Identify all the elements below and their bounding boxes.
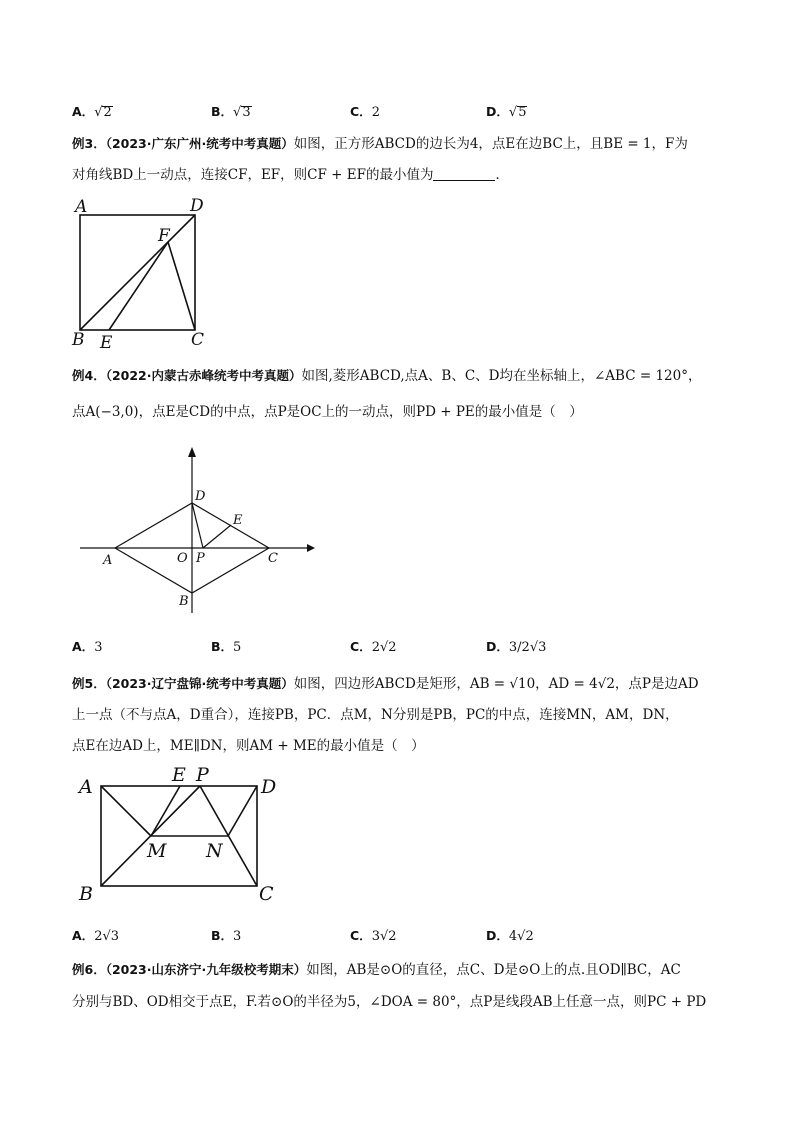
segment-cf xyxy=(168,242,195,330)
ex5-line-2: 上一点（不与点A，D重合），连接PB，PC．点M，N分别是PB，PC的中点，连接MN，AM，DN， xyxy=(72,707,679,723)
label-e: E xyxy=(100,333,113,353)
label-m: M xyxy=(147,840,167,862)
ex4-option-d[interactable]: D．3/2√3 xyxy=(486,639,547,655)
ex5-option-d[interactable]: D．4√2 xyxy=(486,928,534,944)
x-axis-arrow xyxy=(307,544,315,552)
label-e: E xyxy=(233,513,243,528)
label-n: N xyxy=(206,840,223,862)
ex3-line-1: 例3．（2023·广东广州·统考中考真题）如图，正方形ABCD的边长为4，点E在边BC上，且BE = 1，F为 xyxy=(72,136,688,152)
ex4-figure xyxy=(75,445,325,615)
label-f: F xyxy=(158,226,170,246)
ex2-option-c[interactable]: C．2 xyxy=(350,104,380,120)
ex5-option-a[interactable]: A．2√3 xyxy=(72,928,120,944)
ex2-option-d[interactable]: D．√5 xyxy=(486,104,527,120)
label-c: C xyxy=(259,883,274,905)
segment-ef xyxy=(109,242,168,330)
ex4-option-c[interactable]: C．2√2 xyxy=(350,639,397,655)
ex5-line-3: 点E在边AD上，ME∥DN，则AM + ME的最小值是（ ） xyxy=(72,738,425,754)
ex5-option-c[interactable]: C．3√2 xyxy=(350,928,397,944)
ex4-option-b[interactable]: B．5 xyxy=(211,639,242,655)
label-p: P xyxy=(196,551,205,566)
label-d: D xyxy=(195,489,206,504)
segment-pd xyxy=(192,503,203,548)
label-o: O xyxy=(177,551,188,566)
segment-dn xyxy=(228,786,257,836)
label-d: D xyxy=(261,776,277,798)
ex3-figure xyxy=(70,195,210,353)
ex4-line-1: 例4．（2022·内蒙古赤峰统考中考真题）如图,菱形ABCD,点A、B、C、D均在坐标轴上，∠ABC = 120°， xyxy=(72,368,702,384)
label-e: E xyxy=(172,764,186,786)
ex5-line-1: 例5．（2023·辽宁盘锦·统考中考真题）如图，四边形ABCD是矩形，AB = √10，AD = 4√2，点P是边AD xyxy=(72,676,699,692)
label-d: D xyxy=(190,196,204,216)
ex3-line-2: 对角线BD上一动点，连接CF，EF，则CF + EF的最小值为 ． xyxy=(72,167,509,183)
ex5-options xyxy=(72,926,732,950)
answer-blank[interactable] xyxy=(433,167,495,181)
label-p: P xyxy=(196,764,209,786)
ex2-option-b[interactable]: B．√3 xyxy=(211,104,251,120)
ex6-line-2: 分别与BD、OD相交于点E，F.若⊙O的半径为5，∠DOA = 80°，点P是线段AB上任意一点，则PC + PD xyxy=(72,994,707,1010)
y-axis-arrow xyxy=(188,447,196,457)
label-a: A xyxy=(103,553,113,568)
ex4-option-a[interactable]: A．3 xyxy=(72,639,103,655)
label-c: C xyxy=(268,551,278,566)
label-b: B xyxy=(79,883,93,905)
ex2-option-a[interactable]: A．√2 xyxy=(72,104,112,120)
ex6-line-1: 例6．（2023·山东济宁·九年级校考期末）如图，AB是⊙O的直径，点C、D是⊙O上的点.且OD∥BC，AC xyxy=(72,962,681,978)
ex5-option-b[interactable]: B．3 xyxy=(211,928,242,944)
segment-pe xyxy=(203,525,231,548)
ex5-figure xyxy=(75,762,295,907)
label-a: A xyxy=(79,776,93,798)
ex4-options xyxy=(72,637,732,661)
label-c: C xyxy=(191,330,205,350)
label-b: B xyxy=(179,594,189,609)
ex2-options xyxy=(72,102,732,126)
label-a: A xyxy=(75,197,88,217)
label-b: B xyxy=(72,330,85,350)
ex4-line-2: 点A(−3,0)，点E是CD的中点，点P是OC上的一动点，则PD + PE的最小值是（ ） xyxy=(72,404,583,420)
segment-am xyxy=(101,786,151,836)
